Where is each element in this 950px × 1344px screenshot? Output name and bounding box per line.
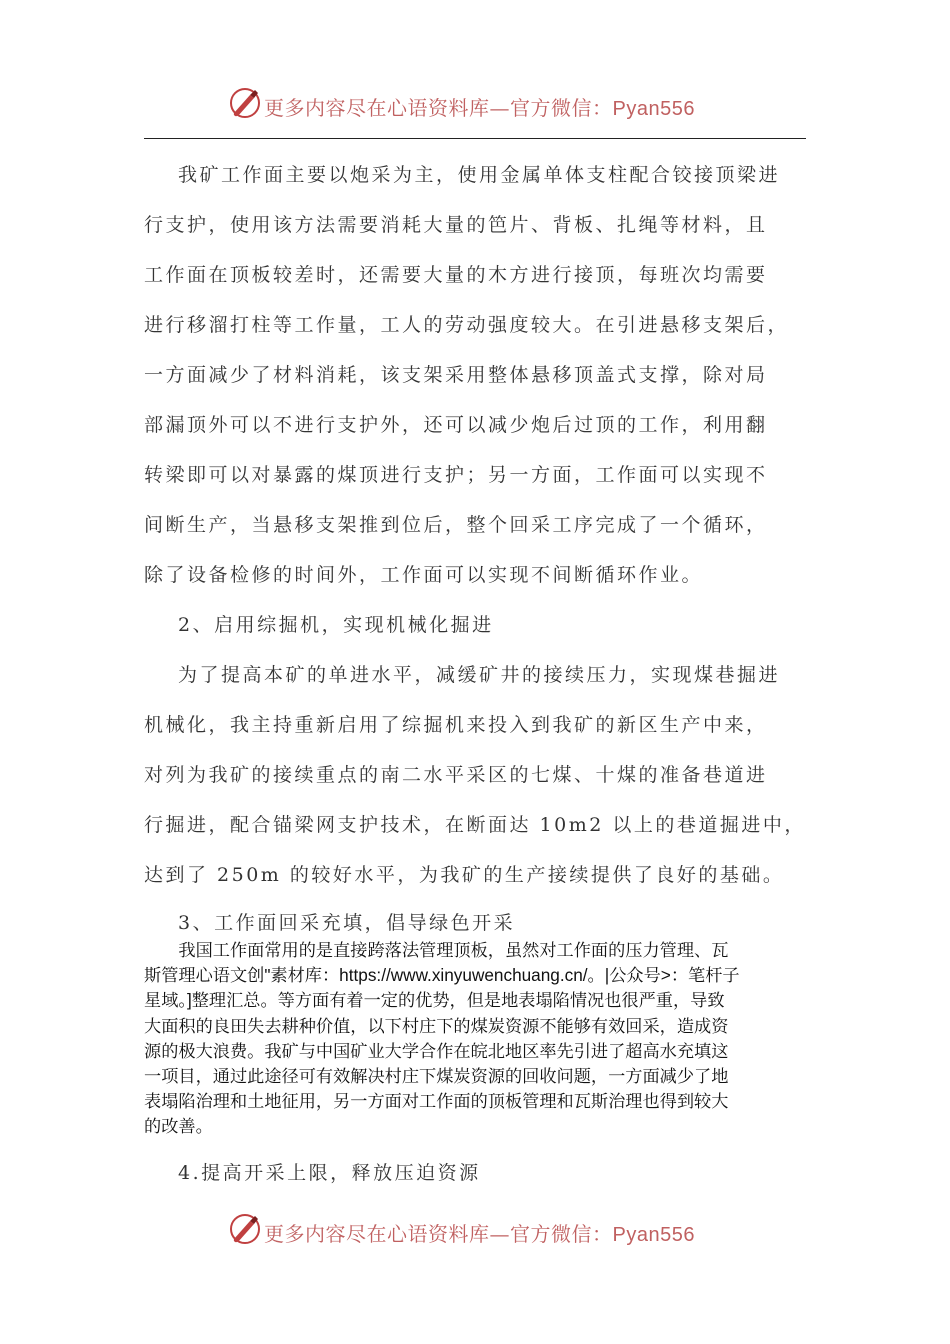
footer-banner xyxy=(0,1208,950,1252)
paragraph-line: 转梁即可以对暴露的煤顶进行支护；另一方面，工作面可以实现不 xyxy=(144,464,768,486)
banner-wechat-handle: Pyan556 xyxy=(612,98,695,120)
paragraph-line: 表塌陷治理和土地征用，另一方面对工作面的顶板管理和瓦斯治理也得到较大 xyxy=(144,1091,729,1112)
paragraph-line: 大面积的良田失去耕种价值，以下村庄下的煤炭资源不能够有效回采，造成资 xyxy=(144,1015,729,1036)
paragraph-line: 部漏顶外可以不进行支护外，还可以减少炮后过顶的工作，利用翻 xyxy=(144,414,768,436)
header-banner xyxy=(0,82,950,126)
paragraph-line: 我矿工作面主要以炮采为主，使用金属单体支柱配合铰接顶梁进 xyxy=(178,164,781,186)
paragraph-line: 除了设备检修的时间外，工作面可以实现不间断循环作业。 xyxy=(144,564,704,586)
paragraph-line: 达到了 250m 的较好水平，为我矿的生产接续提供了良好的基础。 xyxy=(144,864,785,886)
paragraph-line: 星域。]整理汇总。等方面有着一定的优势，但是地表塌陷情况也很严重，导致 xyxy=(144,990,725,1011)
pen-logo-icon xyxy=(228,86,262,120)
banner-text xyxy=(264,1218,695,1247)
paragraph-line: 行支护，使用该方法需要消耗大量的笆片、背板、扎绳等材料，且 xyxy=(144,214,768,236)
header-divider xyxy=(144,138,806,139)
paragraph-line: 工作面在顶板较差时，还需要大量的木方进行接顶，每班次均需要 xyxy=(144,264,768,286)
paragraph-line: 一项目，通过此途径可有效解决村庄下煤炭资源的回收问题，一方面减少了地 xyxy=(144,1066,729,1087)
paragraph-line: 为了提高本矿的单进水平，减缓矿井的接续压力，实现煤巷掘进 xyxy=(178,664,781,686)
banner-label: 更多内容尽在心语资料库—官方微信： xyxy=(264,96,613,120)
dense-paragraph xyxy=(144,938,808,1140)
paragraph-line: 一方面减少了材料消耗，该支架采用整体悬移顶盖式支撑，除对局 xyxy=(144,364,768,386)
paragraph-line: 行掘进，配合锚梁网支护技术，在断面达 10m2 以上的巷道掘进中， xyxy=(144,814,806,836)
banner-text xyxy=(264,92,695,121)
paragraph-line: 源的极大浪费。我矿与中国矿业大学合作在皖北地区率先引进了超高水充填这 xyxy=(144,1040,729,1061)
section-heading: 4.提高开采上限，释放压迫资源 xyxy=(178,1162,481,1184)
banner-wechat-handle: Pyan556 xyxy=(612,1224,695,1246)
paragraph-line: 我国工作面常用的是直接跨落法管理顶板，虽然对工作面的压力管理、瓦 xyxy=(144,940,729,960)
paragraph-line: 的改善。 xyxy=(144,1116,213,1137)
paragraph-line: 间断生产，当悬移支架推到位后，整个回采工序完成了一个循环， xyxy=(144,514,768,536)
section-heading: 2、启用综掘机，实现机械化掘进 xyxy=(178,614,494,636)
paragraph-line: 对列为我矿的接续重点的南二水平采区的七煤、十煤的准备巷道进 xyxy=(144,764,768,786)
banner-label: 更多内容尽在心语资料库—官方微信： xyxy=(264,1222,613,1246)
paragraph-line: 斯管理心语文创"素材库：https://www.xinyuwenchuang.cn/。|公众号>：笔杆子 xyxy=(144,965,740,986)
pen-logo-icon xyxy=(228,1212,262,1246)
section-heading: 3、工作面回采充填，倡导绿色开采 xyxy=(178,912,516,934)
paragraph-line: 进行移溜打柱等工作量，工人的劳动强度较大。在引进悬移支架后， xyxy=(144,314,790,336)
paragraph-line: 机械化，我主持重新启用了综掘机来投入到我矿的新区生产中来， xyxy=(144,714,768,736)
